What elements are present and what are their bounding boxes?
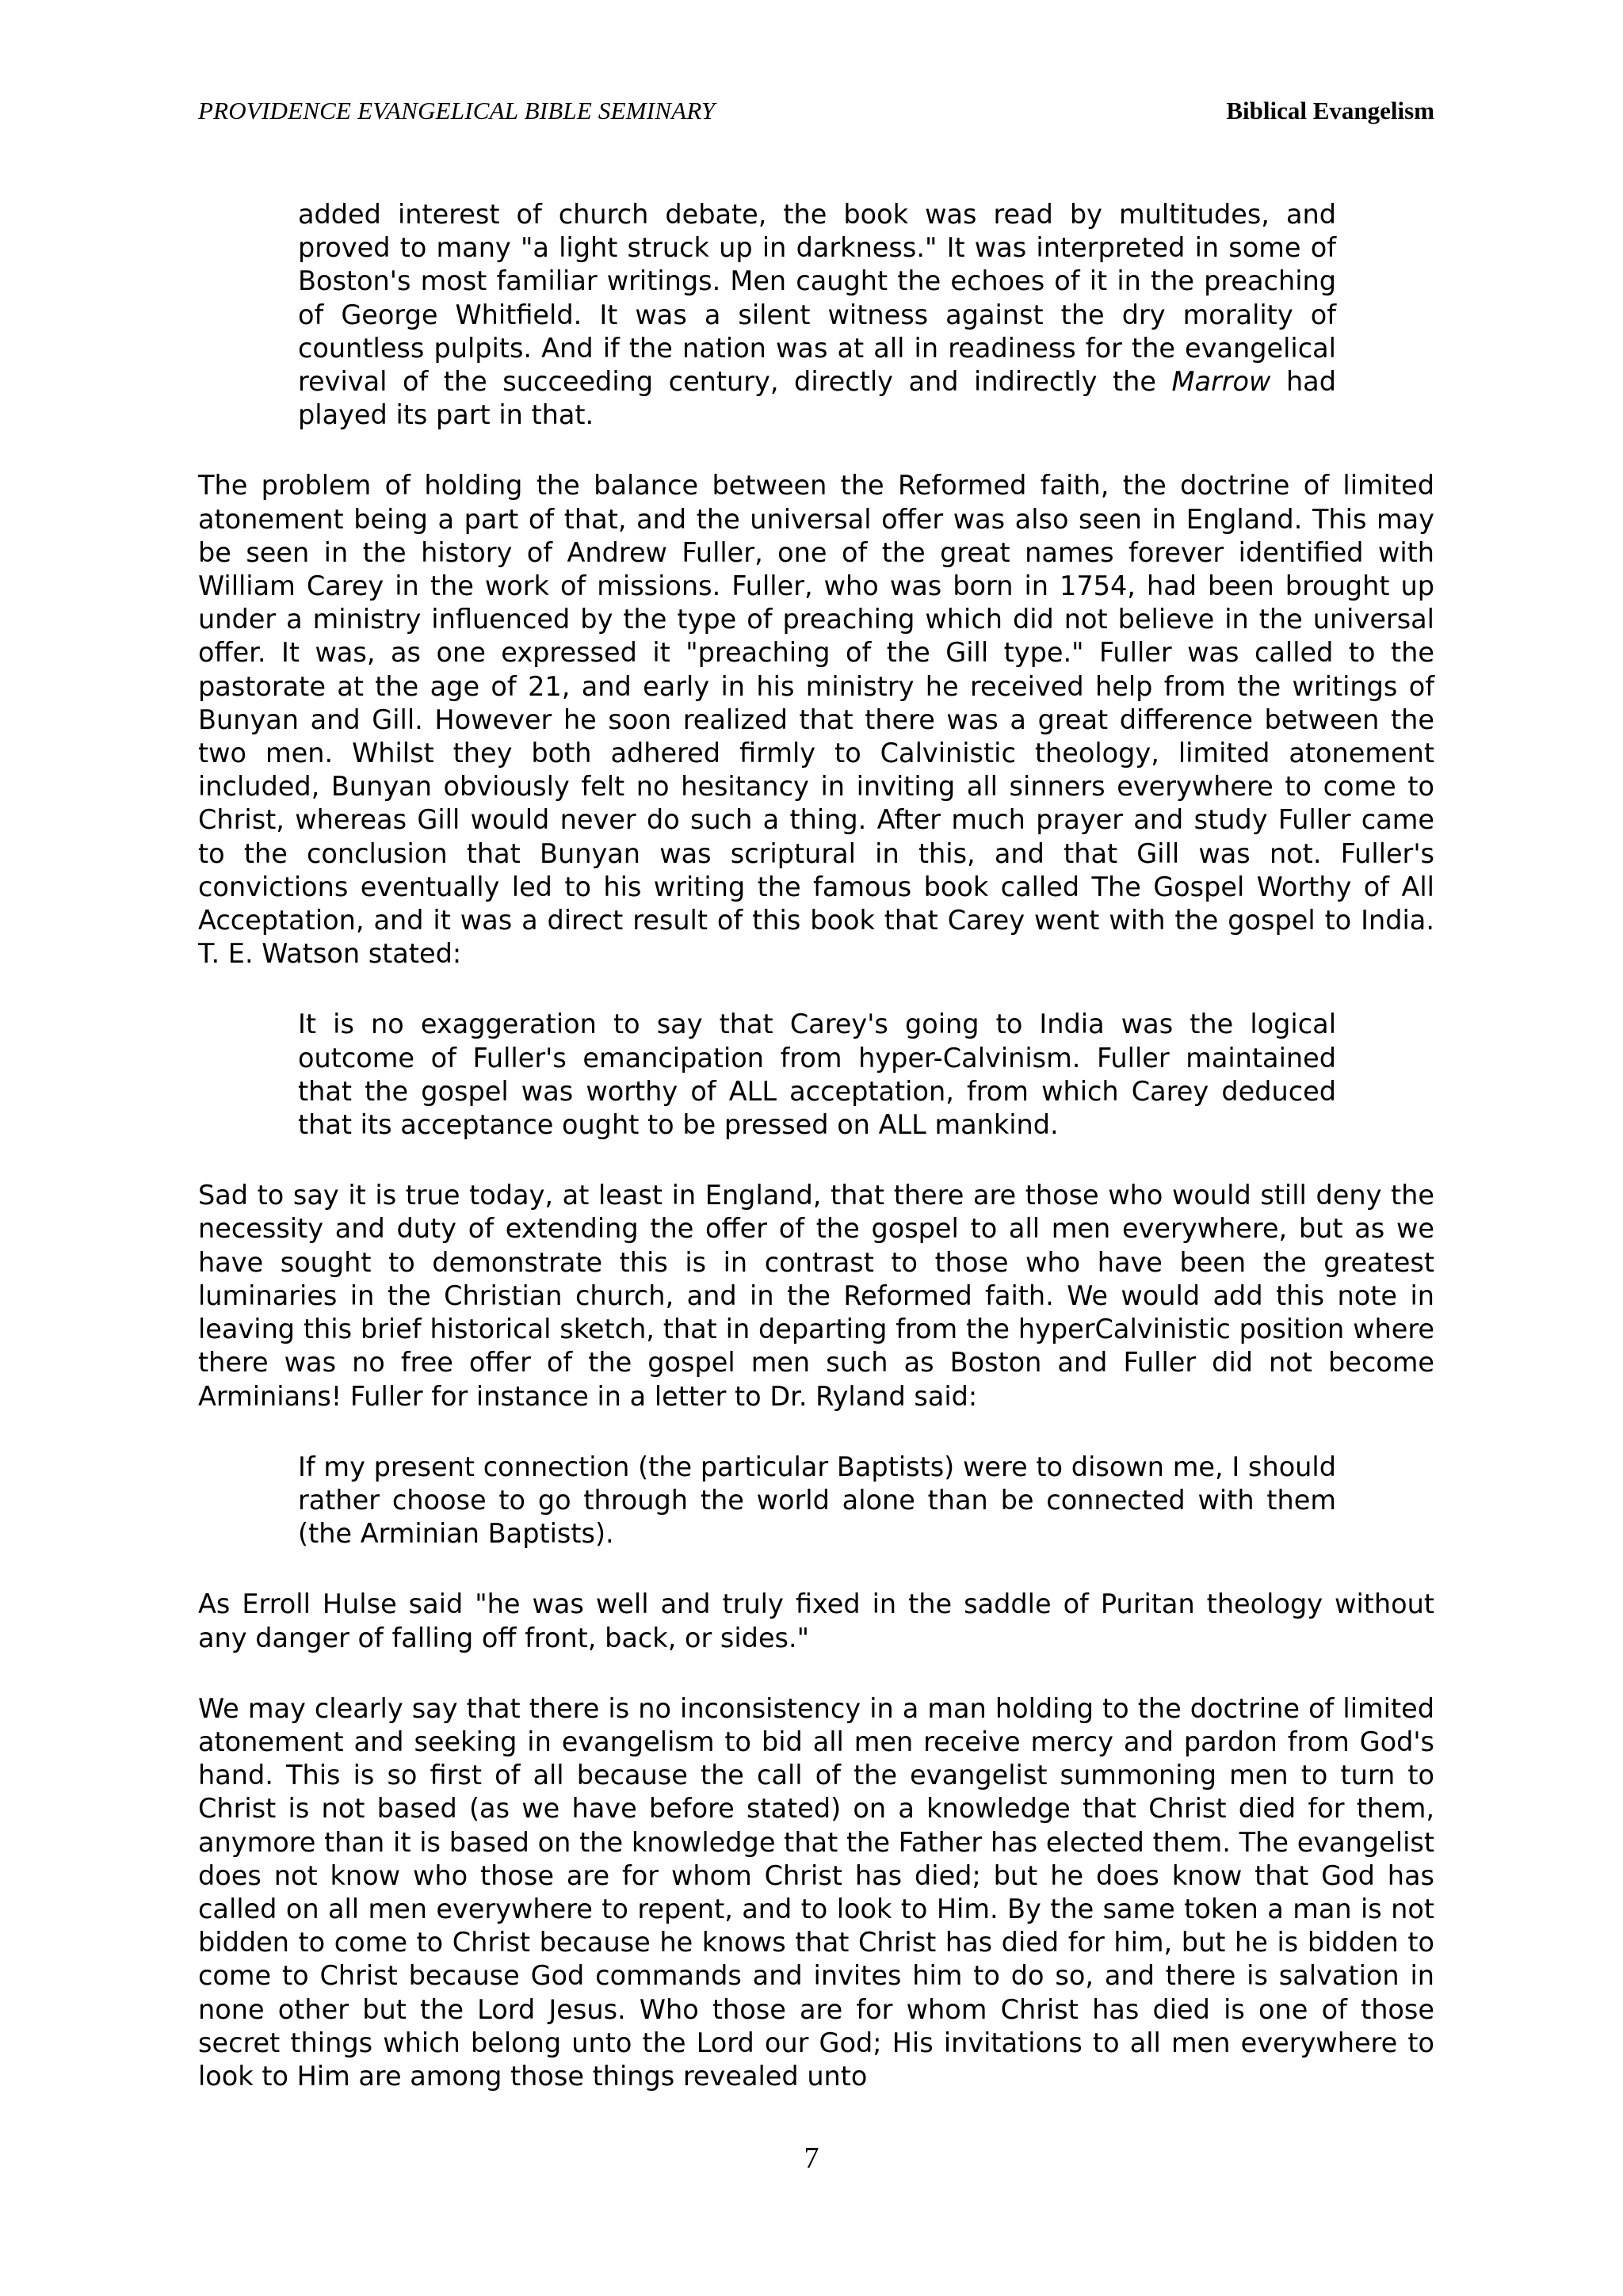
- page-number: 7: [804, 2142, 819, 2175]
- header-institution: PROVIDENCE EVANGELICAL BIBLE SEMINARY: [198, 97, 716, 124]
- paragraph-hypercalvinism: Sad to say it is true today, at least in England, that there are those who would still deny the necessity and duty of extending the offer of the gospel to all men everywhere, but as we have sought to demonstrate this is in contrast to those who have been the greatest luminaries in the Christian church, and in the Reformed faith. We would add this note in leaving this brief historical sketch, that in departing from the hyperCalvinistic position where there was no free offer of the gospel men such as Boston and Fuller did not become Arminians! Fuller for instance in a letter to Dr. Ryland said:: [198, 1180, 1434, 1412]
- block-quote-marrow: [198, 198, 1434, 432]
- block-quote-watson: It is no exaggeration to say that Carey's going to India was the logical outcome of Fuller's emancipation from hyper-Calvinism. Fuller maintained that the gospel was worthy of ALL acceptation, from which Carey deduced that its acceptance ought to be pressed on ALL mankind.: [298, 1009, 1336, 1141]
- header-title: Biblical Evangelism: [1226, 97, 1434, 124]
- block-quote-fuller-letter: If my present connection (the particular Baptists) were to disown me, I should rather choose to go through the world alone than be connected with them (the Arminian Baptists).: [298, 1451, 1336, 1550]
- paragraph-fuller-history: The problem of holding the balance between the Reformed faith, the doctrine of limited atonement being a part of that, and the universal offer was also seen in England. This may be seen in the history of Andrew Fuller, one of the great names forever identified with William Carey in the work of missions. Fuller, who was born in 1754, had been brought up under a ministry influenced by the type of preaching which did not believe in the universal offer. It was, as one expressed it "preaching of the Gill type." Fuller was called to the pastorate at the age of 21, and early in his ministry he received help from the writings of Bunyan and Gill. However he soon realized that there was a great difference between the two men. Whilst they both adhered firmly to Calvinistic theology, limited atonement included, Bunyan obviously felt no hesitancy in inviting all sinners everywhere to come to Christ, whereas Gill would never do such a thing. After much prayer and study Fuller came to the conclusion that Bunyan was scriptural in this, and that Gill was not. Fuller's convictions eventually led to his writing the famous book called The Gospel Worthy of All Acceptation, and it was a direct result of this book that Carey went with the gospel to India. T. E. Watson stated:: [198, 470, 1434, 970]
- paragraph-limited-atonement: We may clearly say that there is no inconsistency in a man holding to the doctrine of limited atonement and seeking in evangelism to bid all men receive mercy and pardon from God's hand. This is so first of all because the call of the evangelist summoning men to turn to Christ is not based (as we have before stated) on a knowledge that Christ died for them, anymore than it is based on the knowledge that the Father has elected them. The evangelist does not know who those are for whom Christ has died; but he does know that God has called on all men everywhere to repent, and to look to Him. By the same token a man is not bidden to come to Christ because he knows that Christ has died for him, but he is bidden to come to Christ because God commands and invites him to do so, and there is salvation in none other but the Lord Jesus. Who those are for whom Christ has died is one of those secret things which belong unto the Lord our God; His invitations to all men everywhere to look to Him are among those things revealed unto: [198, 1692, 1434, 2092]
- paragraph-hulse: As Erroll Hulse said "he was well and truly fixed in the saddle of Puritan theology without any danger of falling off front, back, or sides.": [198, 1589, 1434, 1653]
- quote-text: had played its part in that.: [298, 366, 1336, 431]
- page-header: [198, 97, 1434, 136]
- quote-text: added interest of church debate, the book was read by multitudes, and proved to many "a light struck up in darkness." It was interpreted in some of Boston's most familiar writings. Men caught the echoes of it in the preaching of George Whitfield. It was a silent witness against the dry morality of countless pulpits. And if the nation was at all in readiness for the evangelical revival of the succeeding century, directly and indirectly the: [298, 199, 1336, 398]
- page-body: [198, 198, 1434, 2093]
- quote-title-marrow: Marrow: [1171, 366, 1271, 398]
